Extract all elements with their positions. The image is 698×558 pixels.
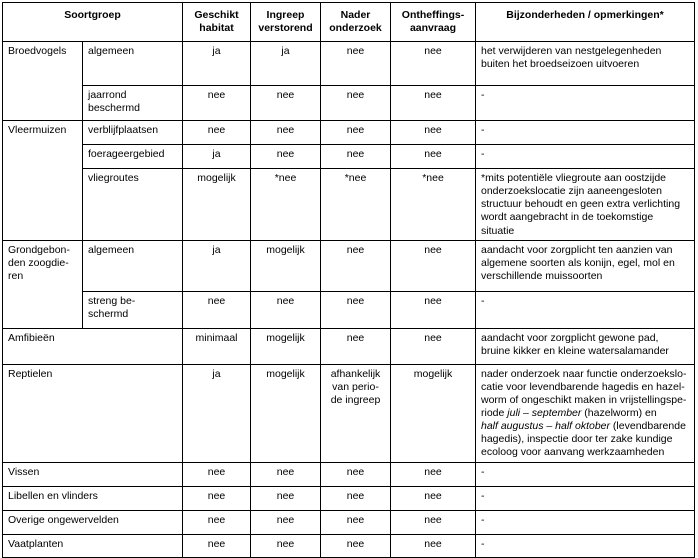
ingreep-cell: nee [251,121,321,145]
geschikt-cell: ja [183,240,251,291]
nader-cell: nee [321,42,391,86]
group-vleermuizen: Vleermuizen [3,121,83,241]
remark-text: nader onderzoek naar functie onderzoekslo- catie voor levendbarende hagedis en hazel- worm of ongeschikt maken in vrijstellingspe- riode [481,367,687,419]
geschikt-cell: nee [183,121,251,145]
period-hazelworm: juli – september [507,407,582,419]
ingreep-cell: nee [251,145,321,169]
nader-cell: nee [321,240,391,291]
ontheffing-cell: nee [391,42,476,86]
nader-cell: nee [321,121,391,145]
remark-cell: - [476,86,695,121]
header-geschikt-habitat: Geschikt habitat [183,3,251,42]
group-broedvogels: Broedvogels [3,42,83,121]
table-row [3,534,695,557]
header-ingreep-verstorend: Ingreep verstorend [251,3,321,42]
table-row [3,169,695,241]
nader-cell: nee [321,462,391,486]
geschikt-cell: nee [183,486,251,510]
geschikt-cell: nee [183,462,251,486]
table-row [3,145,695,169]
species-assessment-table [2,2,695,558]
ontheffing-cell: nee [391,121,476,145]
remark-cell: - [476,291,695,328]
table-row [3,42,695,86]
nader-cell: nee [321,328,391,364]
group-vissen: Vissen [3,462,183,486]
geschikt-cell: nee [183,291,251,328]
remark-cell: aandacht voor zorgplicht gewone pad, bruine kikker en kleine watersalamander [476,328,695,364]
ontheffing-cell: nee [391,240,476,291]
nader-cell: nee [321,291,391,328]
ontheffing-cell: nee [391,486,476,510]
ingreep-cell: ja [251,42,321,86]
remark-cell: het verwijderen van nestgelegenheden buiten het broedseizoen uitvoeren [476,42,695,86]
remark-cell: *mits potentiële vliegroute aan oostzijde onderzoekslocatie zijn aaneengesloten structuur behoudt en geen extra verlichting wordt aangebracht in de toekomstige situatie [476,169,695,241]
subgroup-cell: verblijfplaatsen [83,121,183,145]
ingreep-cell: mogelijk [251,328,321,364]
remark-cell: - [476,145,695,169]
ontheffing-cell: nee [391,86,476,121]
ontheffing-cell: nee [391,145,476,169]
ingreep-cell: nee [251,86,321,121]
group-amfibieen: Amfibieën [3,328,183,364]
geschikt-cell: ja [183,364,251,462]
header-soortgroep: Soortgroep [3,3,183,42]
table-row [3,86,695,121]
ingreep-cell: nee [251,534,321,557]
nader-cell: afhankelijk van perio- de ingreep [321,364,391,462]
ontheffing-cell: mogelijk [391,364,476,462]
group-reptielen: Reptielen [3,364,183,462]
ingreep-cell: nee [251,486,321,510]
subgroup-cell: foerageergebied [83,145,183,169]
geschikt-cell: nee [183,86,251,121]
nader-cell: nee [321,486,391,510]
nader-cell: nee [321,510,391,534]
remark-cell: - [476,534,695,557]
remark-text: (levendbarende hagedis), inspectie door ter zake kundige ecoloog voor aanvang werkzaamheden [481,420,686,459]
geschikt-cell: nee [183,510,251,534]
ingreep-cell: nee [251,291,321,328]
subgroup-cell: algemeen [83,42,183,86]
remark-cell: - [476,462,695,486]
header-row [3,3,695,42]
ingreep-cell: nee [251,462,321,486]
remark-cell: - [476,510,695,534]
table-row [3,510,695,534]
geschikt-cell: minimaal [183,328,251,364]
remark-cell: - [476,121,695,145]
group-grondgebonden-zoogdieren: Grondgebon- den zoogdie- ren [3,240,83,328]
nader-cell: nee [321,145,391,169]
geschikt-cell: ja [183,145,251,169]
remark-cell: aandacht voor zorgplicht ten aanzien van algemene soorten als konijn, egel, mol en verschillende muissoorten [476,240,695,291]
geschikt-cell: ja [183,42,251,86]
ontheffing-cell: nee [391,510,476,534]
geschikt-cell: nee [183,534,251,557]
table-row [3,328,695,364]
table-row [3,291,695,328]
header-ontheffingsaanvraag: Ontheffings- aanvraag [391,3,476,42]
remark-cell [476,364,695,462]
ontheffing-cell: nee [391,534,476,557]
table-row [3,486,695,510]
subgroup-cell: jaarrond beschermd [83,86,183,121]
header-bijzonderheden: Bijzonderheden / opmerkingen* [476,3,695,42]
table-row [3,121,695,145]
ontheffing-cell: nee [391,328,476,364]
subgroup-cell: streng be- schermd [83,291,183,328]
ontheffing-cell: *nee [391,169,476,241]
subgroup-cell: algemeen [83,240,183,291]
ingreep-cell: nee [251,510,321,534]
ingreep-cell: *nee [251,169,321,241]
geschikt-cell: mogelijk [183,169,251,241]
group-overige-ongewervelden: Overige ongewervelden [3,510,183,534]
nader-cell: nee [321,534,391,557]
period-levendbarende-hagedis: half augustus – half oktober [481,420,611,433]
ontheffing-cell: nee [391,462,476,486]
header-nader-onderzoek: Nader onderzoek [321,3,391,42]
ingreep-cell: mogelijk [251,240,321,291]
table-row [3,240,695,291]
table-row [3,462,695,486]
group-libellen-en-vlinders: Libellen en vlinders [3,486,183,510]
remark-text: (hazelworm) en [584,407,657,419]
table-row [3,364,695,462]
remark-cell: - [476,486,695,510]
ontheffing-cell: nee [391,291,476,328]
group-vaatplanten: Vaatplanten [3,534,183,557]
nader-cell: nee [321,86,391,121]
nader-cell: *nee [321,169,391,241]
subgroup-cell: vliegroutes [83,169,183,241]
ingreep-cell: mogelijk [251,364,321,462]
